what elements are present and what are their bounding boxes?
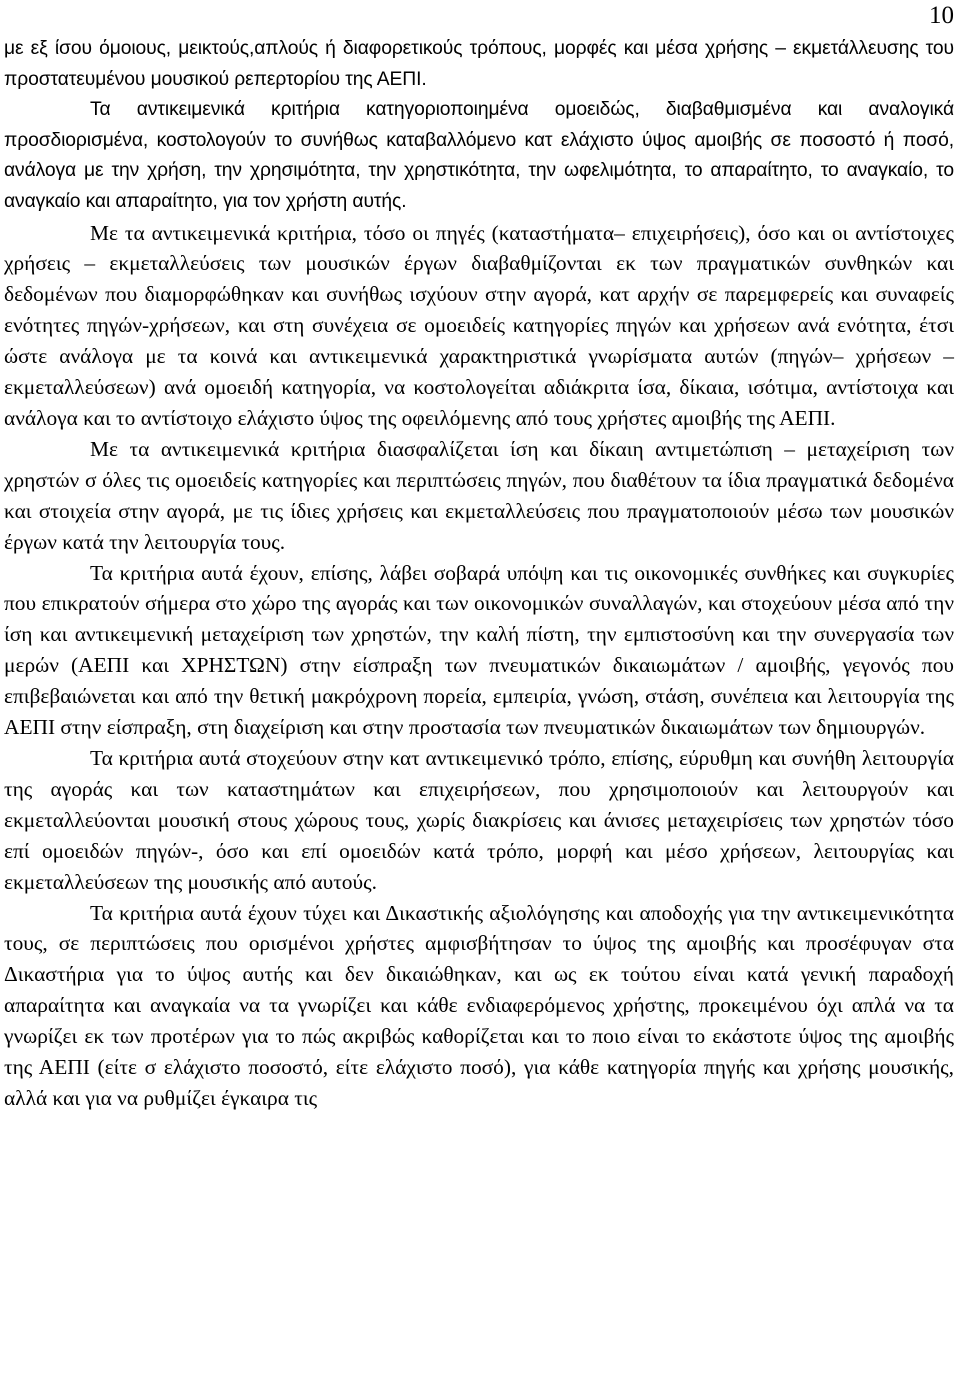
- paragraph-continuation: με εξ ίσου όμοιους, μεικτούς,απλούς ή διαφορετικούς τρόπους, μορφές και μέσα χρήσης – εκμετάλλευσης του προστατευμένου μουσικού ρεπερτορίου της ΑΕΠΙ.: [4, 38, 954, 90]
- paragraph-equal-treatment: Με τα αντικειμενικά κριτήρια διασφαλίζεται ίση και δίκαιη αντιμετώπιση – μεταχείριση των χρηστών σ όλες τις ομοειδείς κατηγορίες και περιπτώσεις πηγών, που διαθέτουν τα ίδια πραγματικά δεδομένα και στοιχεία στην αγορά, με τις ίδιες χρήσεις και εκμεταλλεύσεις που πραγματοποιούν μέσω των μουσικών έργων κατά την λειτουργία τους.: [4, 436, 954, 554]
- paragraph-market-operation: Τα κριτήρια αυτά στοχεύουν στην κατ αντικειμενικό τρόπο, επίσης, εύρυθμη και συνήθη λειτουργία της αγοράς και των καταστημάτων και επιχειρήσεων, που χρησιμοποιούν και λειτουργούν και εκμεταλλεύονται μουσική στους χώρους τους, χωρίς διακρίσεις και άνισες μεταχειρίσεις των χρηστών τόσο επί ομοειδών πηγών-, όσο και επί ομοειδών κατά τρόπο, μορφή και μέσο χρήσεων, λειτουργίας και εκμεταλλεύσεων της μουσικής από αυτούς.: [4, 745, 954, 894]
- page-number: 10: [929, 2, 954, 29]
- paragraph-sources-and-uses: Με τα αντικειμενικά κριτήρια, τόσο οι πηγές (καταστήματα– επιχειρήσεις), όσο και οι αντίστοιχες χρήσεις – εκμεταλλεύσεις των μουσικών έργων διαβαθμίζονται εκ των πραγματικών συνθηκών και δεδομένων που διαμορφώθηκαν και συνήθως ισχύουν στην αγορά, κατ αρχήν σε παρεμφερείς και συναφείς ενότητες πηγών-χρήσεων, και στη συνέχεια σε ομοειδείς κατηγορίες πηγών και χρήσεων ανά ενότητα, έτσι ώστε ανάλογα με τα κοινά και αντικειμενικά χαρακτηριστικά γνωρίσματα αυτών (πηγών– χρήσεων – εκμεταλλεύσεων) ανά ομοειδή κατηγορία, να κοστολογείται αδιάκριτα ίσα, δίκαια, ισότιμα, αντίστοιχα και ανάλογα και το αντίστοιχο ελάχιστο ύψος της οφειλόμενης από τους χρήστες αμοιβής της ΑΕΠΙ.: [4, 220, 954, 430]
- paragraph-economic-conditions: Τα κριτήρια αυτά έχουν, επίσης, λάβει σοβαρά υπόψη και τις οικονομικές συνθήκες και συγκυρίες που επικρατούν σήμερα στο χώρο της αγοράς και των οικονομικών συναλλαγών, και στοχεύουν μέσα από την ίση και αντικειμενική μεταχείριση των χρηστών, την καλή πίστη, την εμπιστοσύνη και την συνεργασία των μερών (ΑΕΠΙ και ΧΡΗΣΤΩΝ) στην είσπραξη των πνευματικών δικαιωμάτων / αμοιβής, γεγονός που επιβεβαιώνεται και από την θετική μακρόχρονη πορεία, εμπειρία, γνώση, στάση, συνέπεια και λειτουργία της ΑΕΠΙ στην είσπραξη, στη διαχείριση και στην προστασία των πνευματικών δικαιωμάτων των δημιουργών.: [4, 560, 954, 740]
- paragraph-judicial-evaluation: Τα κριτήρια αυτά έχουν τύχει και Δικαστικής αξιολόγησης και αποδοχής για την αντικειμενικότητα τους, σε περιπτώσεις που ορισμένοι χρήστες αμφισβήτησαν το ύψος της αμοιβής και προσέφυγαν στα Δικαστήρια για το ύψος αυτής και δεν δικαιώθηκαν, και ως εκ τούτου είναι κατά γενική παραδοχή απαραίτητα και αναγκαία να τα γνωρίζει και κάθε ενδιαφερόμενος χρήστης, προκειμένου όχι απλά να τα γνωρίζει εκ των προτέρων για το πώς ακριβώς καθορίζεται και το ποιο είναι το εκάστοτε ύψος της αμοιβής της ΑΕΠΙ (είτε σ ελάχιστο ποσοστό, είτε ελάχιστο ποσό), για κάθε κατηγορία πηγής και χρήσης μουσικής, αλλά και για να ρυθμίζει έγκαιρα τις: [4, 900, 954, 1110]
- paragraph-objective-criteria: Τα αντικειμενικά κριτήρια κατηγοριοποιημένα ομοειδώς, διαβαθμισμένα και αναλογικά προσδιορισμένα, κοστολογούν το συνήθως καταβαλλόμενο κατ ελάχιστο ύψος αμοιβής σε ποσοστό ή ποσό, ανάλογα με την χρήση, την χρησιμότητα, την χρηστικότητα, την ωφελιμότητα, το απαραίτητο, το αναγκαίο, το αναγκαίο και απαραίτητο, για τον χρήστη αυτής.: [4, 99, 954, 212]
